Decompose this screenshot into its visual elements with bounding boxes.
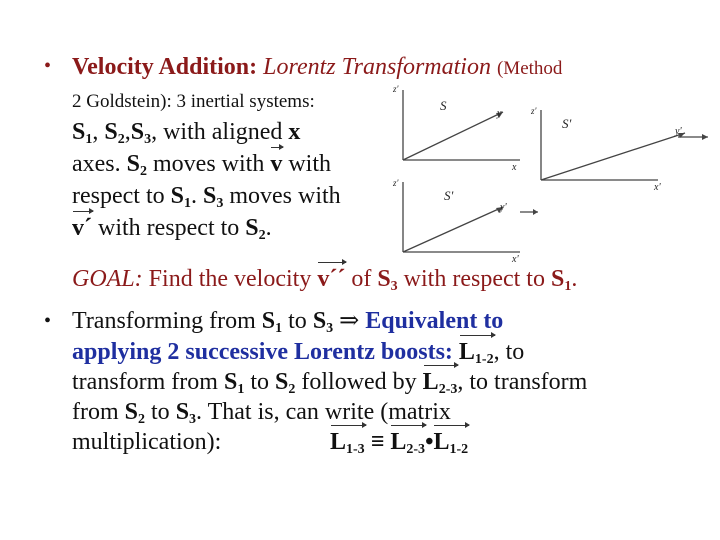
- lorentz-transformation-heading: Lorentz Transformation: [263, 54, 491, 80]
- bullet-marker-2: •: [44, 310, 52, 332]
- s1-symbol: $S_1$: [72, 119, 93, 147]
- implies-symbol: ⇒: [339, 308, 360, 334]
- eq-L12: $L_{1-2}$: [433, 429, 469, 457]
- frame2-x-label: x': [654, 182, 661, 193]
- frame1-x-label: x: [512, 162, 517, 173]
- s1-symbol: $S_1$: [261, 308, 283, 336]
- frame1-z-label: z': [393, 84, 399, 94]
- s2-symbol: $S_2$: [124, 399, 146, 427]
- goal-line: GOAL: Find the velocity v´´ of $S_3$ with respect to $S_1$.: [72, 266, 578, 294]
- matrix-equation: [330, 428, 468, 456]
- frame3-diag-axis: [403, 207, 503, 252]
- multiply-dot: •: [425, 429, 434, 455]
- bullet2-line4: from $S_2$ to $S_3$. That is, can write (matrix: [72, 399, 451, 427]
- s3-symbol: $S_3$: [130, 119, 152, 147]
- velocity-v-vector: v: [270, 151, 283, 177]
- bullet1-line3: $S_1$, $S_2,S_3$, with aligned x: [72, 119, 301, 147]
- s3-symbol: $S_3$: [202, 183, 224, 211]
- s1-symbol: $S_1$: [170, 183, 191, 211]
- bullet2-line1: Transforming from $S_1$ to $S_3$ ⇒ Equivalent to: [72, 308, 504, 336]
- s3-symbol: $S_3$: [175, 399, 197, 427]
- s1-symbol: $S_1$: [550, 266, 572, 294]
- frame3-label: S': [444, 188, 454, 203]
- bullet-marker-1: •: [44, 55, 52, 77]
- equivalent-to-text: Equivalent to: [365, 308, 504, 334]
- boost-L12: $L_{1-2}$: [458, 339, 494, 367]
- method-note: (Method: [496, 58, 563, 79]
- frame1-label: S: [440, 98, 447, 113]
- bullet1-line2: 2 Goldstein): 3 inertial systems:: [72, 91, 315, 112]
- bullet2-line5: multiplication):: [72, 429, 222, 455]
- successive-boosts-text: applying 2 successive Lorentz boosts:: [72, 339, 453, 365]
- s1-symbol: $S_1$: [223, 369, 245, 397]
- velocity-v-double-prime-vector: v´´: [317, 266, 346, 292]
- eq-L13: $L_{1-3}$: [330, 429, 365, 457]
- eq-L23: $L_{2-3}$: [390, 429, 426, 457]
- velocity-v-prime-vector: v´: [72, 215, 92, 241]
- frame2-label: S': [562, 116, 572, 131]
- frame3-y-label: y': [500, 202, 507, 213]
- s3-symbol: $S_3$: [377, 266, 398, 294]
- goal-label: GOAL:: [72, 266, 143, 292]
- bullet1-line6: v´ with respect to $S_2$.: [72, 215, 272, 243]
- frame2-y-label: y': [675, 126, 682, 137]
- frame3-x-label: x': [512, 254, 519, 265]
- s2-symbol: $S_2$: [245, 215, 266, 243]
- frame2-z-label: z': [531, 106, 537, 116]
- s2-symbol: $S_2$: [275, 369, 296, 397]
- s3-symbol: $S_3$: [312, 308, 334, 336]
- bullet1-line4: axes. $S_2$ moves with v with: [72, 151, 332, 179]
- bullet1-line1: [72, 53, 562, 83]
- equivalence-symbol: ≡: [370, 429, 385, 455]
- frame1-y-label: y: [497, 108, 502, 119]
- s2-symbol: $S_2$: [126, 151, 148, 179]
- x-axis-symbol: x: [288, 119, 301, 145]
- frame2-diag-axis: [541, 133, 685, 180]
- frame1-diag-axis: [403, 112, 503, 160]
- bullet1-line5: respect to $S_1$. $S_3$ moves with: [72, 183, 341, 211]
- s2-symbol: $S_2$: [104, 119, 125, 147]
- frame3-z-label: z': [393, 178, 399, 188]
- boost-L23: $L_{2-3}$: [422, 369, 458, 397]
- bullet2-line2: applying 2 successive Lorentz boosts: $L_{1-2}$, to: [72, 339, 525, 367]
- bullet2-line3: transform from $S_1$ to $S_2$ followed by $L_{2-3}$, to transform: [72, 369, 588, 397]
- velocity-addition-heading: Velocity Addition:: [72, 54, 258, 80]
